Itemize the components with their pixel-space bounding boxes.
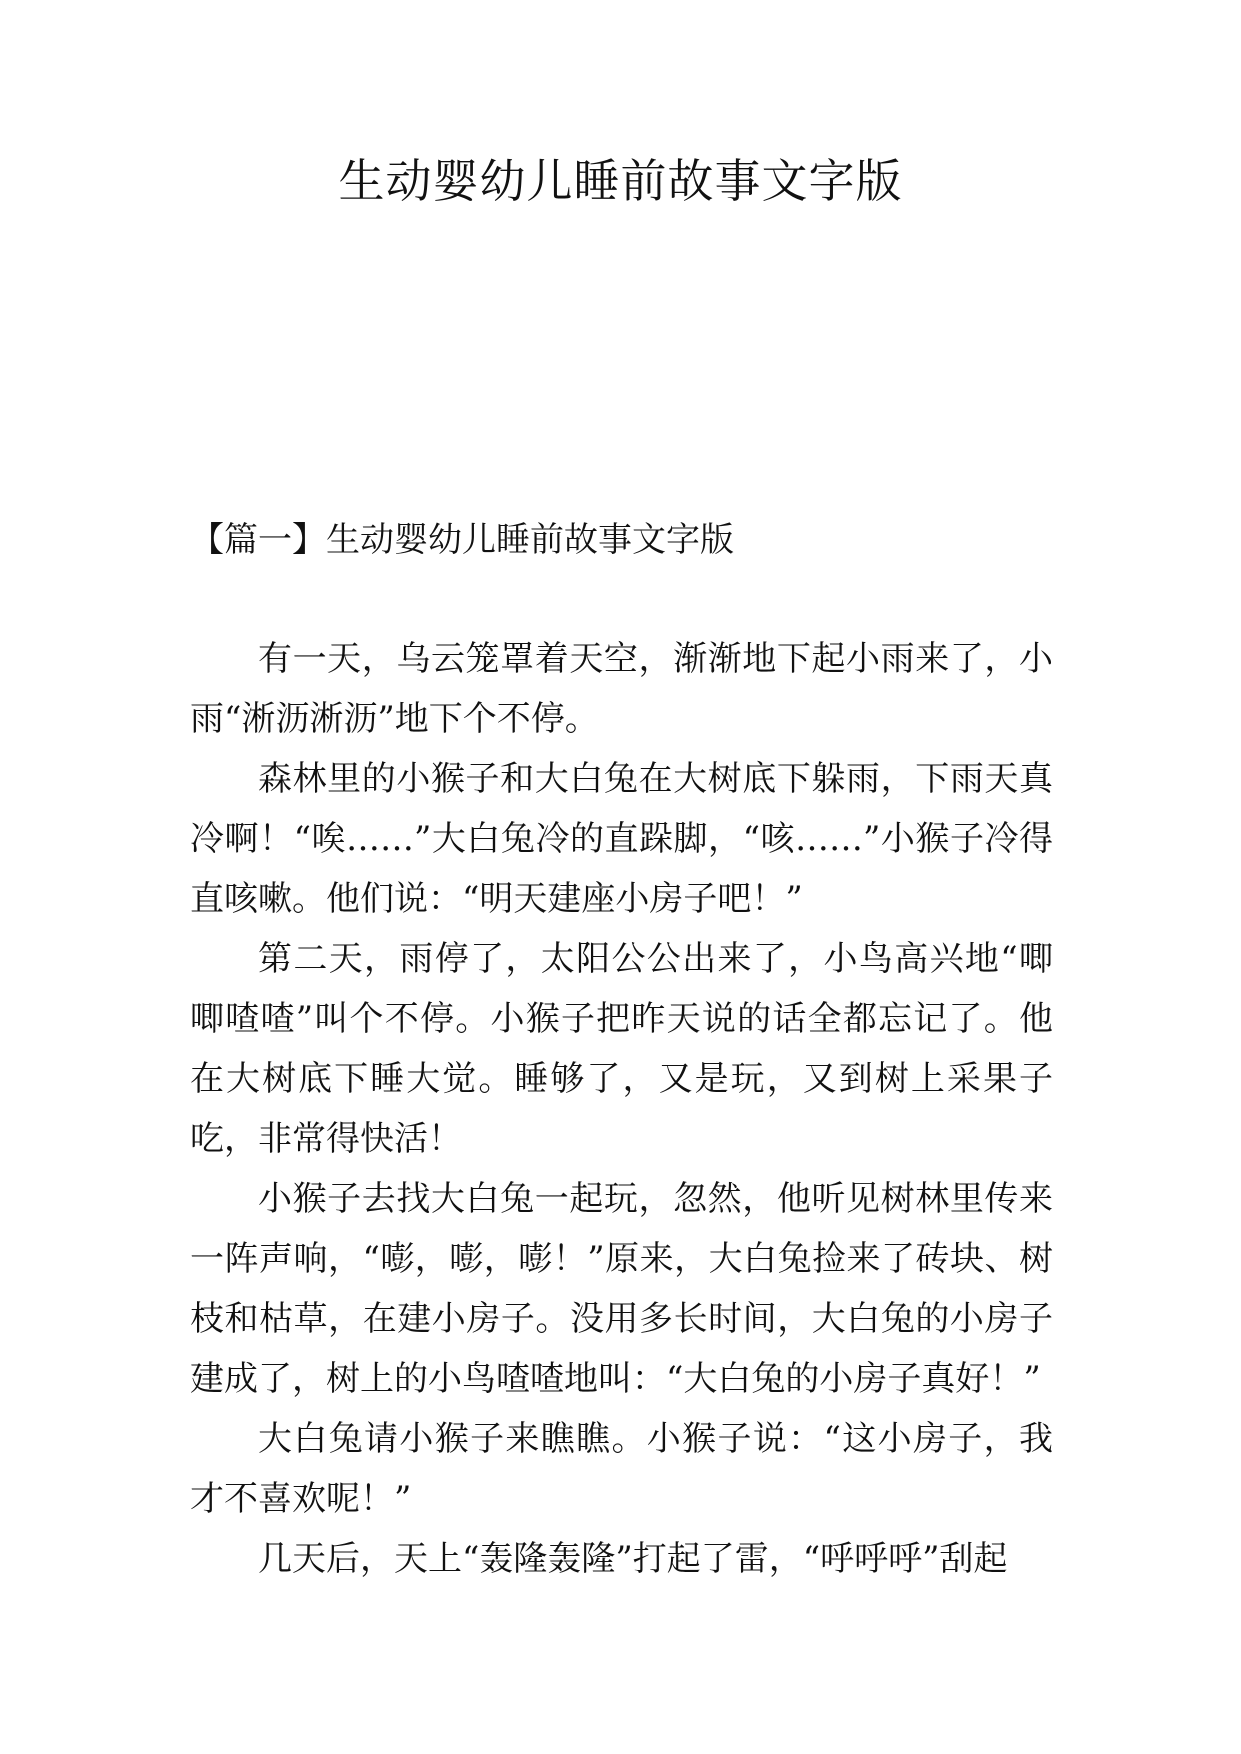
- section-heading: 【篇一】生动婴幼儿睡前故事文字版: [190, 520, 734, 560]
- paragraph: 小猴子去找大白兔一起玩，忽然，他听见树林里传来一阵声响，“嘭，嘭，嘭！”原来，大白兔捡来了砖块、树枝和枯草，在建小房子。没用多长时间，大白兔的小房子建成了，树上的小鸟喳喳地叫：“大白兔的小房子真好！”: [190, 1179, 1053, 1399]
- paragraph: 第二天，雨停了，太阳公公出来了，小鸟高兴地“唧唧喳喳”叫个不停。小猴子把昨天说的话全都忘记了。他在大树底下睡大觉。睡够了，又是玩，又到树上采果子吃，非常得快活！: [190, 939, 1053, 1159]
- paragraph: 几天后，天上“轰隆轰隆”打起了雷，“呼呼呼”刮起: [258, 1539, 1008, 1579]
- paragraph: 森林里的小猴子和大白兔在大树底下躲雨，下雨天真冷啊！“唉……”大白兔冷的直跺脚，“咳……”小猴子冷得直咳嗽。他们说：“明天建座小房子吧！”: [190, 759, 1053, 919]
- paragraph: 有一天，乌云笼罩着天空，渐渐地下起小雨来了，小雨“淅沥淅沥”地下个不停。: [190, 639, 1053, 739]
- document-title: 生动婴幼儿睡前故事文字版: [338, 154, 903, 208]
- paragraph: 大白兔请小猴子来瞧瞧。小猴子说：“这小房子，我才不喜欢呢！”: [190, 1419, 1053, 1519]
- story-body: [190, 629, 1053, 1589]
